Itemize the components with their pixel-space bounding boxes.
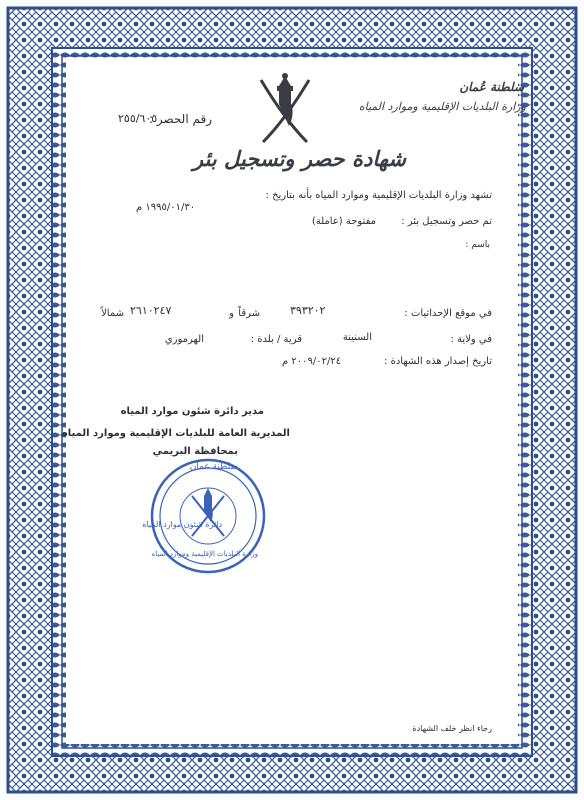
ministry-label: وزارة البلديات الإقليمية وموارد المياه: [358, 100, 526, 113]
footer-note: رجاء انظر خلف الشهادة: [412, 724, 492, 733]
north-value: ٢٦١٠٢٤٧: [130, 304, 172, 317]
sultanate-label: سلطنة عُمان: [459, 80, 524, 94]
record-number-value: ٢٥٥/٦٠٥: [118, 112, 158, 125]
wilaya-label: في ولاية :: [450, 334, 492, 345]
signature-line1: مدير دائرة شئون موارد المياه: [120, 406, 264, 417]
page-title: شهادة حصر وتسجيل بئر: [192, 146, 406, 171]
east-label: شرقاً: [238, 308, 260, 319]
line1-date: ١٩٩٥/٠١/٣٠ م: [136, 202, 196, 213]
north-label: شمالاً: [101, 308, 124, 319]
east-value: ٣٩٣٢٠٢: [290, 304, 326, 317]
line2-label: تم حصر وتسجيل بئر :: [401, 216, 492, 227]
official-seal-icon: [148, 456, 268, 576]
khanjar-emblem-icon: [255, 70, 315, 146]
village-label: قرية / بلدة :: [250, 334, 302, 345]
issue-value: ٢٠٠٩/٠٢/٢٤ م: [282, 356, 342, 367]
and-label: و: [229, 308, 234, 319]
seal-bottom-text: وزارة البلديات الإقليمية وموارد المياه: [151, 550, 258, 558]
signature-line3: بمحافظة البريمي: [152, 446, 238, 457]
coords-label: في موقع الإحداثيات :: [404, 308, 492, 319]
name-label: باسم :: [465, 240, 490, 250]
issue-label: تاريخ إصدار هذه الشهادة :: [384, 356, 492, 367]
line2-value: مفتوحة (عاملة): [311, 216, 376, 227]
seal-top-text: سلطنة عمان: [189, 462, 238, 472]
village-value: الهرموزي: [164, 334, 204, 345]
seal-center-text: دائرة شئون موارد المياه: [142, 520, 222, 529]
line1-text: تشهد وزارة البلديات الإقليمية وموارد المياه بأنه بتاريخ :: [265, 190, 492, 201]
wilaya-value: السنينة: [342, 332, 372, 343]
signature-line2: المديرية العامة للبلديات الإقليمية وموارد المياه: [61, 428, 290, 439]
record-number-label: رقم الحصر :: [149, 112, 212, 126]
